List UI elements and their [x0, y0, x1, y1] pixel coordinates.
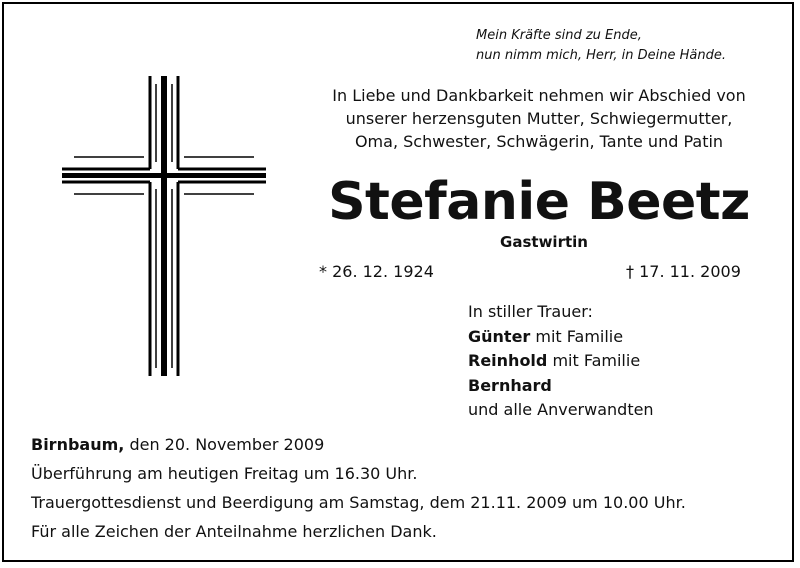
place-date-line: [31, 430, 686, 459]
birth-date: * 26. 12. 1924: [319, 262, 434, 281]
mourner-suffix: mit Familie: [547, 351, 641, 370]
mourner-entry: [468, 325, 654, 350]
thanks-line: Für alle Zeichen der Anteilnahme herzlichen Dank.: [31, 522, 437, 541]
intro-line: unserer herzensguten Mutter, Schwiegermutter,: [345, 109, 733, 128]
mourner-name: Bernhard: [468, 375, 552, 395]
mourners-closing: und alle Anverwandten: [468, 400, 654, 419]
mourners-list: [468, 300, 654, 423]
mourner-name: Günter: [468, 326, 531, 346]
intro-text: [289, 84, 789, 153]
mourner-entry: [468, 374, 654, 399]
obituary-notice: [2, 2, 794, 562]
transfer-info: Überführung am heutigen Freitag um 16.30 Uhr.: [31, 464, 418, 483]
cross-icon: [56, 70, 272, 380]
deceased-occupation: Gastwirtin: [500, 233, 588, 251]
mourner-suffix: mit Familie: [530, 326, 624, 346]
intro-line: In Liebe und Dankbarkeit nehmen wir Abschied von: [332, 86, 746, 105]
service-info: Trauergottesdienst und Beerdigung am Samstag, dem 21.11. 2009 um 10.00 Uhr.: [31, 493, 686, 512]
mourners-heading: In stiller Trauer:: [468, 302, 593, 321]
place: Birnbaum,: [31, 435, 125, 454]
notice-date: den 20. November 2009: [124, 435, 325, 454]
death-date: † 17. 11. 2009: [626, 262, 741, 281]
mourner-entry: [468, 349, 654, 374]
mourner-name: Reinhold: [468, 351, 548, 370]
motto-line: nun nimm mich, Herr, in Deine Hände.: [476, 48, 726, 63]
deceased-name: Stefanie Beetz: [328, 172, 750, 232]
intro-line: Oma, Schwester, Schwägerin, Tante und Patin: [354, 132, 724, 151]
motto-line: Mein Kräfte sind zu Ende,: [476, 28, 642, 43]
footer-info: [31, 430, 686, 546]
motto: [476, 26, 786, 66]
